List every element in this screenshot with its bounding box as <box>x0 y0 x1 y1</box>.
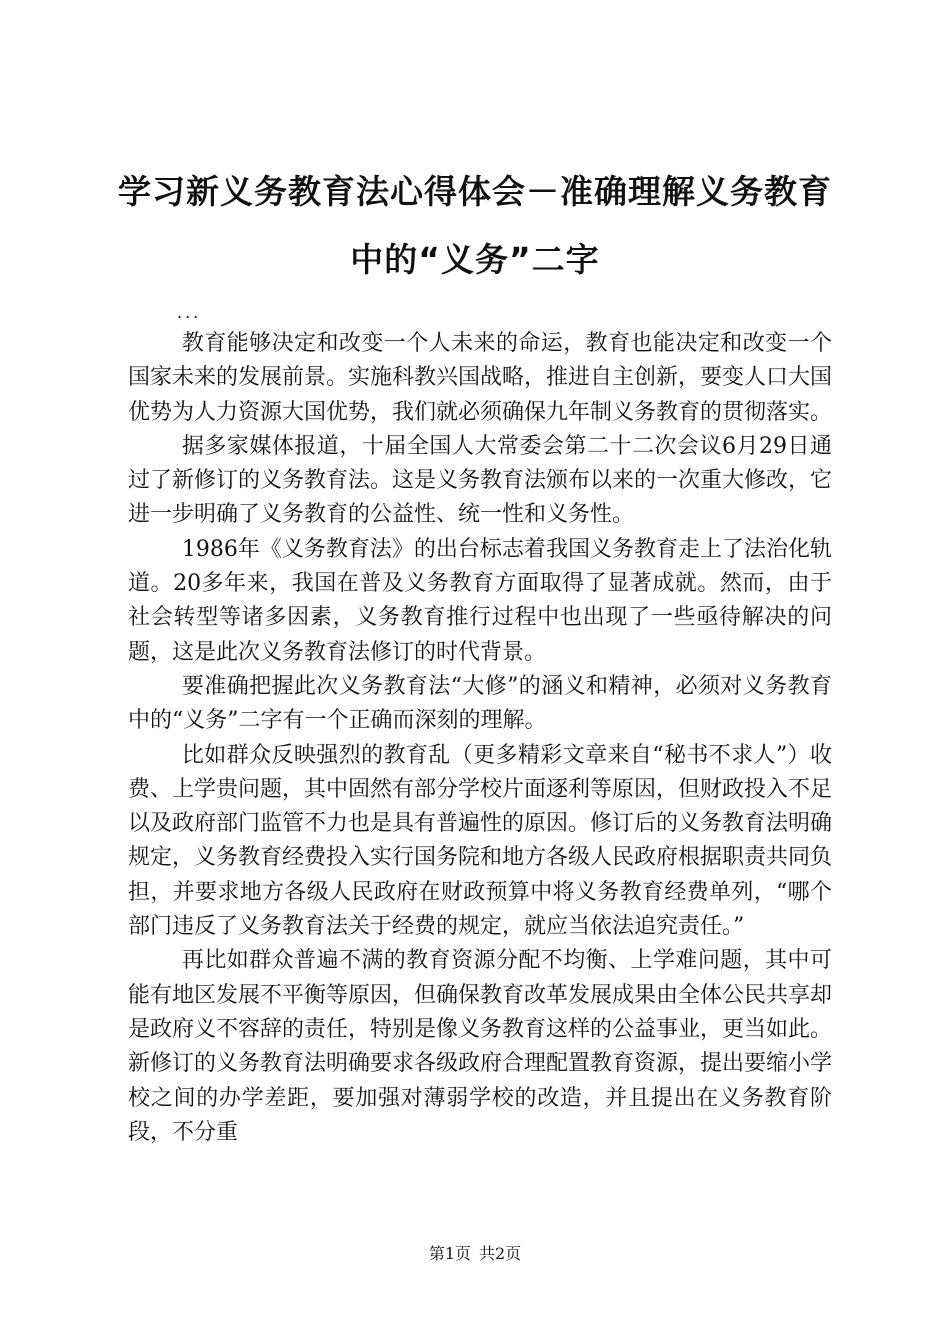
ellipsis-marker: ... <box>177 303 202 322</box>
page-number: 第1页 <box>428 1244 471 1263</box>
paragraph: 要准确把握此次义务教育法“大修”的涵义和精神，必须对义务教育中的“义务”二字有一个正确而深刻的理解。 <box>128 673 832 734</box>
page-footer <box>0 1243 950 1265</box>
paragraph: 据多家媒体报道，十届全国人大常委会第二十二次会议6月29日通过了新修订的义务教育法。这是义务教育法颁布以来的一次重大修改，它进一步明确了义务教育的公益性、统一性和义务性。 <box>128 433 833 528</box>
document-body <box>128 327 832 1150</box>
paragraph: 1986年《义务教育法》的出台标志着我国义务教育走上了法治化轨道。20多年来，我国在普及义务教育方面取得了显著成就。然而，由于社会转型等诸多因素，义务教育推行过程中也出现了一些亟待解决的问题，这是此次义务教育法修订的时代背景。 <box>128 536 832 665</box>
document-title: 学习新义务教育法心得体会－准确理解义务教育中的“义务”二字 <box>118 172 832 279</box>
paragraph: 教育能够决定和改变一个人未来的命运，教育也能决定和改变一个国家未来的发展前景。实施科教兴国战略，推进自主创新，要变人口大国优势为人力资源大国优势，我们就必须确保九年制义务教育的贯彻落实。 <box>128 331 833 425</box>
paragraph: 比如群众反映强烈的教育乱（更多精彩文章来自“秘书不求人”）收费、上学贵问题，其中固然有部分学校片面逐利等原因，但财政投入不足以及政府部门监管不力也是具有普遍性的原因。修订后的义务教育法明确规定，义务教育经费投入实行国务院和地方各级人民政府根据职责共同负担，并要求地方各级人民政府在财政预算中将义务教育经费单列，“哪个部门违反了义务教育法关于经费的规定，就应当依法追究责任。” <box>128 742 833 940</box>
paragraph: 再比如群众普遍不满的教育资源分配不均衡、上学难问题，其中可能有地区发展不平衡等原因，但确保教育改革发展成果由全体公民共享却是政府义不容辞的责任，特别是像义务教育这样的公益事业，更当如此。新修订的义务教育法明确要求各级政府合理配置教育资源，提出要缩小学校之间的办学差距，要加强对薄弱学校的改造，并且提出在义务教育阶段，不分重 <box>128 948 833 1145</box>
page-total: 共2页 <box>479 1244 522 1263</box>
